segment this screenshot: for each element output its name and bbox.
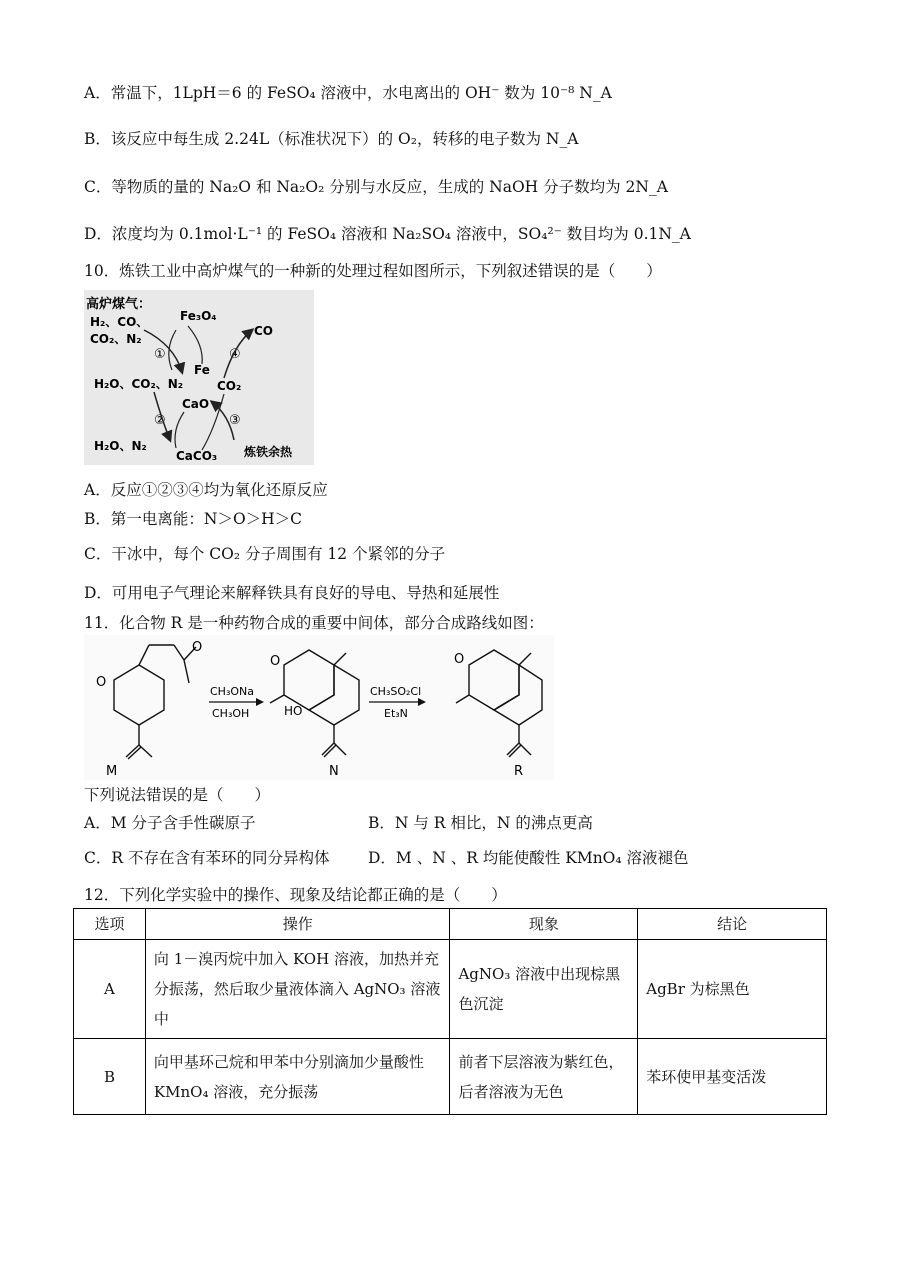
step2-marker: ② bbox=[154, 413, 166, 428]
q11-stem: 11．化合物 R 是一种药物合成的重要中间体，部分合成路线如图： bbox=[84, 614, 544, 632]
q9-option-c: C．等物质的量的 Na₂O 和 Na₂O₂ 分别与水反应，生成的 NaOH 分子数均为 2N_A bbox=[84, 178, 668, 196]
row-a-operation: 向 1－溴丙烷中加入 KOH 溶液，加热并充分振荡，然后取少量液体滴入 AgNO₃ 溶液中 bbox=[145, 940, 450, 1039]
fe3o4-label: Fe₃O₄ bbox=[180, 309, 217, 323]
co-label: CO bbox=[254, 324, 274, 338]
waste-heat-label: 炼铁余热 bbox=[244, 445, 293, 459]
q10-option-c: C．干冰中，每个 CO₂ 分子周围有 12 个紧邻的分子 bbox=[84, 545, 446, 563]
row-a-option: A bbox=[74, 940, 146, 1039]
reagent2-bottom: Et₃N bbox=[384, 707, 408, 720]
m-side-o: O bbox=[192, 640, 203, 655]
row-a-conclusion: AgBr 为棕黑色 bbox=[638, 940, 827, 1039]
gas-line2: CO₂、N₂ bbox=[90, 332, 142, 346]
step1-marker: ① bbox=[154, 347, 166, 362]
m-ketone-o: O bbox=[96, 675, 107, 690]
table-row bbox=[74, 940, 827, 1039]
table-row bbox=[74, 1039, 827, 1115]
q12-stem: 12．下列化学实验中的操作、现象及结论都正确的是（ ） bbox=[84, 886, 507, 904]
fe-label: Fe bbox=[194, 363, 210, 377]
q11-option-a: A．M 分子含手性碳原子 bbox=[84, 814, 256, 832]
reagent2-top: CH₃SO₂Cl bbox=[370, 685, 422, 698]
q9-option-b: B．该反应中每生成 2.24L（标准状况下）的 O₂，转移的电子数为 N_A bbox=[84, 130, 579, 148]
step4-marker: ④ bbox=[229, 347, 241, 362]
n-hydroxy: HO bbox=[284, 704, 303, 718]
q10-stem: 10．炼铁工业中高炉煤气的一种新的处理过程如图所示，下列叙述错误的是（ ） bbox=[84, 262, 662, 280]
header-option: 选项 bbox=[74, 909, 146, 940]
row-a-phenomenon: AgNO₃ 溶液中出现棕黑色沉淀 bbox=[450, 940, 638, 1039]
q9-option-a: A．常温下，1LpH＝6 的 FeSO₄ 溶液中，水电离出的 OH⁻ 数为 10⁻⁸ N_A bbox=[84, 84, 612, 102]
reagent1-top: CH₃ONa bbox=[210, 685, 254, 698]
q11-option-c: C．R 不存在含有苯环的同分异构体 bbox=[84, 849, 330, 867]
header-conclusion: 结论 bbox=[638, 909, 827, 940]
step3-marker: ③ bbox=[229, 413, 241, 428]
gas-title: 高炉煤气： bbox=[86, 297, 152, 312]
caco3-label: CaCO₃ bbox=[176, 449, 218, 463]
q12-experiment-table bbox=[73, 908, 827, 1115]
q10-option-d: D．可用电子气理论来解释铁具有良好的导电、导热和延展性 bbox=[84, 584, 500, 602]
h2o-n2-label: H₂O、N₂ bbox=[94, 439, 147, 453]
blast-furnace-gas-cycle-diagram bbox=[84, 290, 314, 465]
gas-line1: H₂、CO、 bbox=[90, 315, 149, 329]
q11-sub-stem: 下列说法错误的是（ ） bbox=[84, 786, 271, 804]
label-n: N bbox=[329, 764, 339, 779]
synthesis-route-figure bbox=[84, 635, 554, 780]
mid-left-label: H₂O、CO₂、N₂ bbox=[94, 377, 184, 391]
header-phenomenon: 现象 bbox=[450, 909, 638, 940]
cao-label: CaO bbox=[182, 397, 210, 411]
label-r: R bbox=[514, 764, 524, 779]
n-ketone-o: O bbox=[270, 654, 281, 669]
q10-option-a: A．反应①②③④均为氧化还原反应 bbox=[84, 481, 328, 499]
row-b-phenomenon: 前者下层溶液为紫红色，后者溶液为无色 bbox=[450, 1039, 638, 1115]
row-b-option: B bbox=[74, 1039, 146, 1115]
header-operation: 操作 bbox=[145, 909, 450, 940]
r-ketone-o: O bbox=[454, 652, 465, 667]
q10-option-b: B．第一电离能：N＞O＞H＞C bbox=[84, 510, 303, 528]
q11-option-d: D．M 、N 、R 均能使酸性 KMnO₄ 溶液褪色 bbox=[368, 849, 689, 867]
label-m: M bbox=[106, 764, 118, 779]
q11-option-b: B．N 与 R 相比，N 的沸点更高 bbox=[368, 814, 593, 832]
row-b-operation: 向甲基环己烷和甲苯中分别滴加少量酸性 KMnO₄ 溶液，充分振荡 bbox=[145, 1039, 450, 1115]
reagent1-bottom: CH₃OH bbox=[212, 707, 250, 720]
row-b-conclusion: 苯环使甲基变活泼 bbox=[638, 1039, 827, 1115]
co2-label: CO₂ bbox=[217, 379, 242, 393]
table-header-row bbox=[74, 909, 827, 940]
q9-option-d: D．浓度均为 0.1mol·L⁻¹ 的 FeSO₄ 溶液和 Na₂SO₄ 溶液中，SO₄²⁻ 数目均为 0.1N_A bbox=[84, 225, 691, 243]
